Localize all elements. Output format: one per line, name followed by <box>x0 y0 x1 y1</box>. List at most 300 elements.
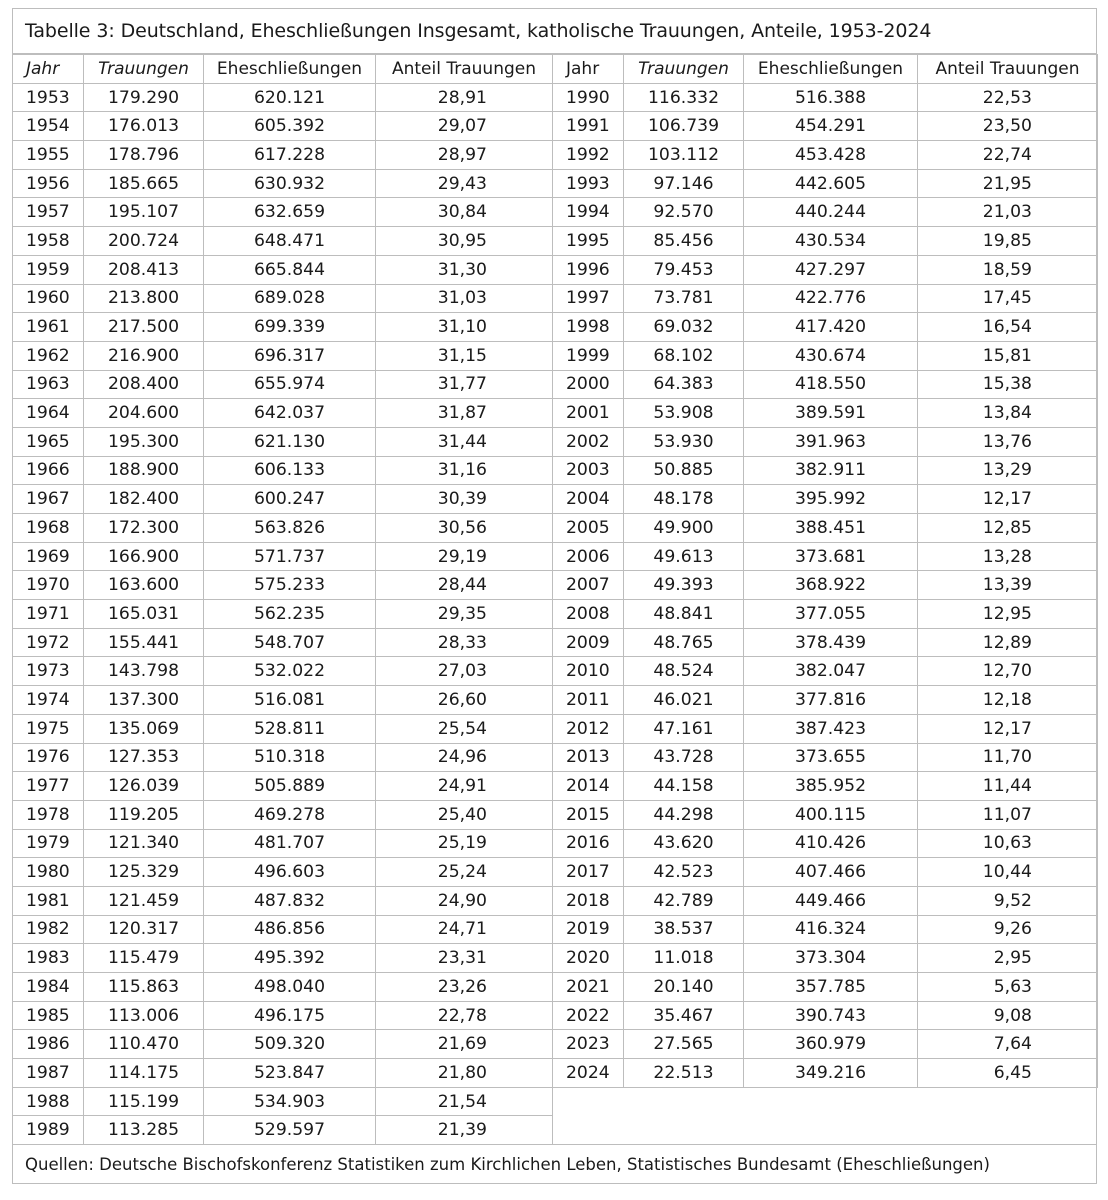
cell-eheschliessungen-left: 632.659 <box>204 198 376 227</box>
cell-anteil-left: 30,56 <box>376 514 553 543</box>
cell-eheschliessungen-left: 630.932 <box>204 169 376 198</box>
table-row <box>13 800 1098 829</box>
cell-jahr-right: 1990 <box>553 83 624 112</box>
cell-eheschliessungen-right: 416.324 <box>744 915 918 944</box>
cell-trauungen-left: 172.300 <box>84 514 204 543</box>
cell-trauungen-right: 49.613 <box>624 542 744 571</box>
cell-jahr-left: 1969 <box>13 542 84 571</box>
cell-eheschliessungen-right: 373.655 <box>744 743 918 772</box>
cell-anteil-right: 11,44 <box>918 772 1098 801</box>
cell-eheschliessungen-left: 481.707 <box>204 829 376 858</box>
cell-jahr-left: 1967 <box>13 485 84 514</box>
cell-jahr-left: 1960 <box>13 284 84 313</box>
cell-trauungen-left: 113.006 <box>84 1001 204 1030</box>
cell-anteil-left: 31,87 <box>376 399 553 428</box>
cell-jahr-left: 1984 <box>13 973 84 1002</box>
cell-anteil-right: 6,45 <box>918 1059 1098 1088</box>
cell-anteil-right: 9,26 <box>918 915 1098 944</box>
cell-jahr-left: 1978 <box>13 800 84 829</box>
cell-anteil-right: 13,28 <box>918 542 1098 571</box>
cell-anteil-left: 25,54 <box>376 714 553 743</box>
cell-jahr-left: 1970 <box>13 571 84 600</box>
cell-eheschliessungen-right: 349.216 <box>744 1059 918 1088</box>
table-row <box>13 686 1098 715</box>
cell-eheschliessungen-right: 382.047 <box>744 657 918 686</box>
cell-trauungen-right: 103.112 <box>624 141 744 170</box>
cell-eheschliessungen-right: 368.922 <box>744 571 918 600</box>
cell-eheschliessungen-right: 418.550 <box>744 370 918 399</box>
cell-jahr-right: 2008 <box>553 600 624 629</box>
cell-eheschliessungen-right: 387.423 <box>744 714 918 743</box>
cell-trauungen-left: 120.317 <box>84 915 204 944</box>
cell-trauungen-left: 217.500 <box>84 313 204 342</box>
table-row <box>13 83 1098 112</box>
cell-trauungen-right: 44.298 <box>624 800 744 829</box>
empty-cell <box>624 1087 744 1116</box>
cell-eheschliessungen-right: 357.785 <box>744 973 918 1002</box>
cell-eheschliessungen-left: 495.392 <box>204 944 376 973</box>
cell-anteil-left: 27,03 <box>376 657 553 686</box>
cell-jahr-right: 2002 <box>553 427 624 456</box>
cell-trauungen-left: 125.329 <box>84 858 204 887</box>
cell-eheschliessungen-left: 600.247 <box>204 485 376 514</box>
cell-eheschliessungen-left: 548.707 <box>204 628 376 657</box>
table-row <box>13 973 1098 1002</box>
table-row <box>13 772 1098 801</box>
cell-anteil-right: 9,52 <box>918 886 1098 915</box>
cell-trauungen-left: 176.013 <box>84 112 204 141</box>
cell-jahr-left: 1955 <box>13 141 84 170</box>
empty-cell <box>918 1087 1098 1116</box>
cell-trauungen-right: 38.537 <box>624 915 744 944</box>
table-row <box>13 141 1098 170</box>
table-row <box>13 169 1098 198</box>
cell-anteil-left: 28,97 <box>376 141 553 170</box>
cell-jahr-right: 2012 <box>553 714 624 743</box>
cell-eheschliessungen-right: 449.466 <box>744 886 918 915</box>
cell-eheschliessungen-right: 410.426 <box>744 829 918 858</box>
table-row <box>13 313 1098 342</box>
cell-anteil-right: 12,95 <box>918 600 1098 629</box>
cell-jahr-left: 1972 <box>13 628 84 657</box>
cell-anteil-left: 31,15 <box>376 341 553 370</box>
cell-trauungen-right: 49.900 <box>624 514 744 543</box>
cell-jahr-right: 1993 <box>553 169 624 198</box>
cell-jahr-left: 1987 <box>13 1059 84 1088</box>
table-row <box>13 542 1098 571</box>
cell-trauungen-right: 53.930 <box>624 427 744 456</box>
cell-eheschliessungen-left: 487.832 <box>204 886 376 915</box>
table-row <box>13 600 1098 629</box>
cell-anteil-right: 15,38 <box>918 370 1098 399</box>
cell-jahr-right: 2011 <box>553 686 624 715</box>
cell-anteil-right: 15,81 <box>918 341 1098 370</box>
cell-eheschliessungen-right: 360.979 <box>744 1030 918 1059</box>
cell-anteil-left: 24,91 <box>376 772 553 801</box>
cell-jahr-right: 2020 <box>553 944 624 973</box>
cell-anteil-right: 18,59 <box>918 255 1098 284</box>
cell-trauungen-left: 165.031 <box>84 600 204 629</box>
cell-anteil-right: 13,76 <box>918 427 1098 456</box>
cell-trauungen-left: 115.199 <box>84 1087 204 1116</box>
cell-jahr-left: 1975 <box>13 714 84 743</box>
cell-trauungen-right: 53.908 <box>624 399 744 428</box>
data-table <box>12 54 1098 1145</box>
cell-anteil-right: 17,45 <box>918 284 1098 313</box>
cell-anteil-right: 21,95 <box>918 169 1098 198</box>
table-row <box>13 743 1098 772</box>
cell-trauungen-right: 68.102 <box>624 341 744 370</box>
cell-trauungen-right: 46.021 <box>624 686 744 715</box>
cell-trauungen-right: 73.781 <box>624 284 744 313</box>
cell-anteil-left: 22,78 <box>376 1001 553 1030</box>
cell-jahr-right: 2015 <box>553 800 624 829</box>
cell-eheschliessungen-left: 655.974 <box>204 370 376 399</box>
cell-eheschliessungen-right: 407.466 <box>744 858 918 887</box>
cell-jahr-left: 1962 <box>13 341 84 370</box>
table-row <box>13 1001 1098 1030</box>
cell-jahr-right: 1991 <box>553 112 624 141</box>
cell-jahr-left: 1981 <box>13 886 84 915</box>
cell-jahr-left: 1958 <box>13 227 84 256</box>
cell-trauungen-right: 11.018 <box>624 944 744 973</box>
header-anteil-right: Anteil Trauungen <box>918 55 1098 84</box>
cell-jahr-right: 1995 <box>553 227 624 256</box>
cell-anteil-left: 30,84 <box>376 198 553 227</box>
header-trauungen-right: Trauungen <box>624 55 744 84</box>
table-row <box>13 456 1098 485</box>
cell-jahr-right: 2018 <box>553 886 624 915</box>
cell-anteil-left: 29,07 <box>376 112 553 141</box>
cell-eheschliessungen-right: 391.963 <box>744 427 918 456</box>
source-footer: Quellen: Deutsche Bischofskonferenz Statistiken zum Kirchlichen Leben, Statistisches Bundesamt (Eheschließungen) <box>12 1144 1097 1184</box>
cell-eheschliessungen-left: 575.233 <box>204 571 376 600</box>
cell-jahr-right: 2021 <box>553 973 624 1002</box>
cell-eheschliessungen-left: 571.737 <box>204 542 376 571</box>
cell-jahr-left: 1954 <box>13 112 84 141</box>
cell-jahr-left: 1961 <box>13 313 84 342</box>
cell-jahr-right: 2009 <box>553 628 624 657</box>
cell-jahr-left: 1968 <box>13 514 84 543</box>
cell-jahr-right: 1998 <box>553 313 624 342</box>
cell-jahr-right: 2003 <box>553 456 624 485</box>
cell-anteil-left: 24,96 <box>376 743 553 772</box>
cell-trauungen-left: 135.069 <box>84 714 204 743</box>
cell-trauungen-left: 137.300 <box>84 686 204 715</box>
header-row <box>13 55 1098 84</box>
table-row <box>13 255 1098 284</box>
cell-eheschliessungen-right: 385.952 <box>744 772 918 801</box>
cell-jahr-right: 1997 <box>553 284 624 313</box>
cell-trauungen-left: 182.400 <box>84 485 204 514</box>
table-row <box>13 227 1098 256</box>
cell-trauungen-left: 113.285 <box>84 1116 204 1145</box>
cell-jahr-left: 1959 <box>13 255 84 284</box>
table-row <box>13 657 1098 686</box>
cell-trauungen-left: 163.600 <box>84 571 204 600</box>
cell-anteil-left: 28,44 <box>376 571 553 600</box>
table-row <box>13 944 1098 973</box>
cell-anteil-left: 31,16 <box>376 456 553 485</box>
cell-anteil-right: 19,85 <box>918 227 1098 256</box>
cell-trauungen-right: 20.140 <box>624 973 744 1002</box>
header-jahr-right: Jahr <box>553 55 624 84</box>
cell-anteil-left: 30,95 <box>376 227 553 256</box>
cell-anteil-right: 10,44 <box>918 858 1098 887</box>
cell-trauungen-left: 110.470 <box>84 1030 204 1059</box>
cell-jahr-left: 1973 <box>13 657 84 686</box>
cell-jahr-left: 1976 <box>13 743 84 772</box>
cell-trauungen-left: 121.340 <box>84 829 204 858</box>
cell-anteil-right: 12,17 <box>918 714 1098 743</box>
cell-eheschliessungen-left: 665.844 <box>204 255 376 284</box>
cell-jahr-left: 1966 <box>13 456 84 485</box>
cell-jahr-left: 1956 <box>13 169 84 198</box>
empty-cell <box>624 1116 744 1145</box>
cell-eheschliessungen-left: 529.597 <box>204 1116 376 1145</box>
cell-jahr-left: 1986 <box>13 1030 84 1059</box>
cell-eheschliessungen-right: 388.451 <box>744 514 918 543</box>
table-row <box>13 628 1098 657</box>
cell-jahr-left: 1957 <box>13 198 84 227</box>
cell-trauungen-right: 116.332 <box>624 83 744 112</box>
cell-jahr-left: 1977 <box>13 772 84 801</box>
cell-anteil-left: 25,40 <box>376 800 553 829</box>
table-row <box>13 1116 1098 1145</box>
cell-jahr-right: 2013 <box>553 743 624 772</box>
cell-trauungen-right: 43.620 <box>624 829 744 858</box>
table-row <box>13 886 1098 915</box>
table-row <box>13 858 1098 887</box>
cell-anteil-right: 7,64 <box>918 1030 1098 1059</box>
cell-eheschliessungen-right: 516.388 <box>744 83 918 112</box>
cell-anteil-left: 25,24 <box>376 858 553 887</box>
cell-anteil-left: 21,69 <box>376 1030 553 1059</box>
cell-eheschliessungen-left: 523.847 <box>204 1059 376 1088</box>
header-trauungen-left: Trauungen <box>84 55 204 84</box>
cell-trauungen-left: 200.724 <box>84 227 204 256</box>
cell-anteil-right: 11,07 <box>918 800 1098 829</box>
cell-anteil-right: 5,63 <box>918 973 1098 1002</box>
cell-jahr-right: 2001 <box>553 399 624 428</box>
table-row <box>13 714 1098 743</box>
cell-trauungen-right: 49.393 <box>624 571 744 600</box>
cell-anteil-right: 11,70 <box>918 743 1098 772</box>
cell-anteil-left: 26,60 <box>376 686 553 715</box>
cell-trauungen-right: 22.513 <box>624 1059 744 1088</box>
empty-cell <box>553 1087 624 1116</box>
cell-trauungen-right: 48.841 <box>624 600 744 629</box>
cell-jahr-left: 1964 <box>13 399 84 428</box>
cell-anteil-left: 25,19 <box>376 829 553 858</box>
table-row <box>13 370 1098 399</box>
cell-trauungen-left: 121.459 <box>84 886 204 915</box>
cell-eheschliessungen-right: 400.115 <box>744 800 918 829</box>
cell-trauungen-left: 115.479 <box>84 944 204 973</box>
table-title: Tabelle 3: Deutschland, Eheschließungen Insgesamt, katholische Trauungen, Anteile, 1953-2024 <box>12 8 1097 54</box>
cell-trauungen-left: 195.107 <box>84 198 204 227</box>
cell-trauungen-right: 42.523 <box>624 858 744 887</box>
cell-eheschliessungen-right: 378.439 <box>744 628 918 657</box>
cell-trauungen-left: 185.665 <box>84 169 204 198</box>
cell-trauungen-left: 166.900 <box>84 542 204 571</box>
cell-eheschliessungen-right: 390.743 <box>744 1001 918 1030</box>
cell-eheschliessungen-right: 430.674 <box>744 341 918 370</box>
cell-eheschliessungen-left: 562.235 <box>204 600 376 629</box>
table-row <box>13 399 1098 428</box>
cell-trauungen-right: 47.161 <box>624 714 744 743</box>
table-row <box>13 1059 1098 1088</box>
cell-jahr-right: 2005 <box>553 514 624 543</box>
cell-trauungen-right: 42.789 <box>624 886 744 915</box>
cell-eheschliessungen-left: 620.121 <box>204 83 376 112</box>
cell-jahr-left: 1980 <box>13 858 84 887</box>
cell-jahr-left: 1989 <box>13 1116 84 1145</box>
cell-eheschliessungen-right: 454.291 <box>744 112 918 141</box>
cell-eheschliessungen-left: 642.037 <box>204 399 376 428</box>
cell-anteil-right: 12,18 <box>918 686 1098 715</box>
cell-anteil-right: 13,84 <box>918 399 1098 428</box>
cell-trauungen-right: 43.728 <box>624 743 744 772</box>
cell-trauungen-left: 208.400 <box>84 370 204 399</box>
table-row <box>13 915 1098 944</box>
cell-anteil-right: 16,54 <box>918 313 1098 342</box>
cell-anteil-left: 21,39 <box>376 1116 553 1145</box>
cell-anteil-right: 12,17 <box>918 485 1098 514</box>
cell-trauungen-left: 195.300 <box>84 427 204 456</box>
cell-trauungen-right: 48.524 <box>624 657 744 686</box>
cell-eheschliessungen-left: 563.826 <box>204 514 376 543</box>
cell-jahr-right: 2006 <box>553 542 624 571</box>
cell-eheschliessungen-right: 430.534 <box>744 227 918 256</box>
cell-eheschliessungen-right: 422.776 <box>744 284 918 313</box>
cell-anteil-left: 31,44 <box>376 427 553 456</box>
cell-jahr-left: 1953 <box>13 83 84 112</box>
header-eheschliessungen-left: Eheschließungen <box>204 55 376 84</box>
cell-trauungen-right: 48.765 <box>624 628 744 657</box>
cell-jahr-right: 2014 <box>553 772 624 801</box>
cell-eheschliessungen-left: 606.133 <box>204 456 376 485</box>
cell-eheschliessungen-left: 505.889 <box>204 772 376 801</box>
cell-anteil-right: 12,70 <box>918 657 1098 686</box>
cell-anteil-left: 29,35 <box>376 600 553 629</box>
cell-jahr-left: 1965 <box>13 427 84 456</box>
cell-jahr-right: 2022 <box>553 1001 624 1030</box>
cell-anteil-right: 12,85 <box>918 514 1098 543</box>
cell-anteil-left: 31,03 <box>376 284 553 313</box>
cell-trauungen-right: 27.565 <box>624 1030 744 1059</box>
cell-eheschliessungen-left: 534.903 <box>204 1087 376 1116</box>
cell-jahr-right: 2007 <box>553 571 624 600</box>
cell-trauungen-left: 143.798 <box>84 657 204 686</box>
table-row <box>13 829 1098 858</box>
cell-jahr-right: 2016 <box>553 829 624 858</box>
table-row <box>13 571 1098 600</box>
cell-anteil-left: 29,43 <box>376 169 553 198</box>
cell-eheschliessungen-right: 440.244 <box>744 198 918 227</box>
cell-anteil-right: 12,89 <box>918 628 1098 657</box>
cell-jahr-right: 1992 <box>553 141 624 170</box>
cell-eheschliessungen-right: 389.591 <box>744 399 918 428</box>
cell-jahr-right: 1994 <box>553 198 624 227</box>
empty-cell <box>553 1116 624 1145</box>
cell-jahr-left: 1983 <box>13 944 84 973</box>
cell-jahr-left: 1971 <box>13 600 84 629</box>
cell-anteil-left: 31,77 <box>376 370 553 399</box>
table-row <box>13 1087 1098 1116</box>
cell-anteil-left: 21,54 <box>376 1087 553 1116</box>
cell-eheschliessungen-right: 453.428 <box>744 141 918 170</box>
cell-anteil-left: 28,91 <box>376 83 553 112</box>
table-row <box>13 341 1098 370</box>
cell-jahr-right: 2000 <box>553 370 624 399</box>
header-jahr-left: Jahr <box>13 55 84 84</box>
cell-trauungen-right: 69.032 <box>624 313 744 342</box>
cell-anteil-left: 30,39 <box>376 485 553 514</box>
cell-trauungen-right: 48.178 <box>624 485 744 514</box>
cell-eheschliessungen-left: 648.471 <box>204 227 376 256</box>
cell-eheschliessungen-right: 442.605 <box>744 169 918 198</box>
cell-eheschliessungen-right: 377.816 <box>744 686 918 715</box>
cell-trauungen-left: 216.900 <box>84 341 204 370</box>
table-row <box>13 112 1098 141</box>
cell-jahr-right: 2019 <box>553 915 624 944</box>
cell-anteil-left: 24,90 <box>376 886 553 915</box>
cell-trauungen-left: 115.863 <box>84 973 204 1002</box>
cell-trauungen-left: 127.353 <box>84 743 204 772</box>
cell-eheschliessungen-right: 382.911 <box>744 456 918 485</box>
cell-eheschliessungen-left: 696.317 <box>204 341 376 370</box>
cell-trauungen-right: 64.383 <box>624 370 744 399</box>
cell-jahr-right: 2023 <box>553 1030 624 1059</box>
cell-eheschliessungen-right: 395.992 <box>744 485 918 514</box>
cell-anteil-right: 10,63 <box>918 829 1098 858</box>
cell-eheschliessungen-left: 469.278 <box>204 800 376 829</box>
cell-eheschliessungen-left: 486.856 <box>204 915 376 944</box>
cell-trauungen-left: 178.796 <box>84 141 204 170</box>
cell-trauungen-left: 114.175 <box>84 1059 204 1088</box>
cell-anteil-right: 9,08 <box>918 1001 1098 1030</box>
cell-eheschliessungen-left: 496.175 <box>204 1001 376 1030</box>
cell-trauungen-right: 35.467 <box>624 1001 744 1030</box>
cell-trauungen-left: 208.413 <box>84 255 204 284</box>
cell-jahr-left: 1988 <box>13 1087 84 1116</box>
cell-trauungen-right: 85.456 <box>624 227 744 256</box>
cell-anteil-right: 22,74 <box>918 141 1098 170</box>
table-row <box>13 514 1098 543</box>
cell-trauungen-right: 92.570 <box>624 198 744 227</box>
cell-trauungen-left: 179.290 <box>84 83 204 112</box>
cell-jahr-left: 1979 <box>13 829 84 858</box>
cell-eheschliessungen-left: 605.392 <box>204 112 376 141</box>
cell-jahr-left: 1982 <box>13 915 84 944</box>
table-row <box>13 198 1098 227</box>
table-row <box>13 284 1098 313</box>
cell-jahr-left: 1963 <box>13 370 84 399</box>
cell-trauungen-left: 204.600 <box>84 399 204 428</box>
cell-anteil-right: 13,29 <box>918 456 1098 485</box>
header-anteil-left: Anteil Trauungen <box>376 55 553 84</box>
cell-anteil-right: 21,03 <box>918 198 1098 227</box>
cell-eheschliessungen-left: 621.130 <box>204 427 376 456</box>
cell-eheschliessungen-left: 498.040 <box>204 973 376 1002</box>
cell-trauungen-right: 79.453 <box>624 255 744 284</box>
cell-eheschliessungen-left: 496.603 <box>204 858 376 887</box>
table-row <box>13 427 1098 456</box>
cell-trauungen-left: 213.800 <box>84 284 204 313</box>
cell-eheschliessungen-right: 417.420 <box>744 313 918 342</box>
cell-jahr-right: 1999 <box>553 341 624 370</box>
